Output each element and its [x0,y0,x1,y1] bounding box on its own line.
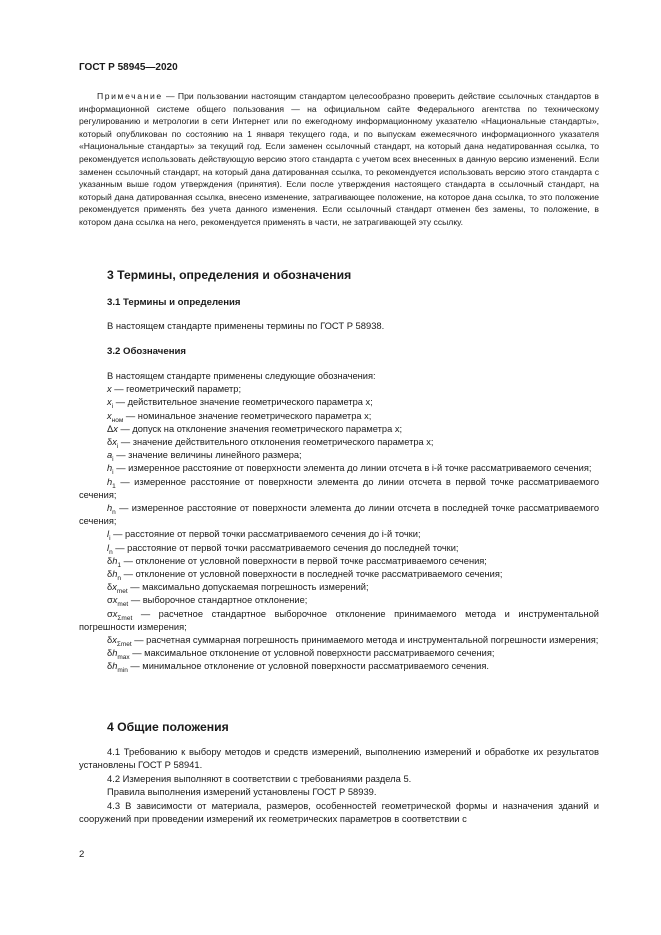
symbol-letter: x [112,582,117,593]
symbol-subscript: i [111,403,114,411]
symbol-row [79,555,599,568]
symbol-description: — выборочное стандартное отклонение; [128,595,308,606]
symbol-row [79,396,599,409]
symbol-description: — действительное значение геометрического параметра x; [113,397,373,408]
symbol-subscript: 1 [117,561,121,569]
paragraph: 4.3 В зависимости от материала, размеров, особенностей геометрической формы и назначения зданий и сооружений при проведении измерений их геометрических параметров в соответствии с [79,799,599,825]
symbol-subscript: Σmet [117,614,133,622]
symbol-row [79,647,599,660]
symbol-letter: x [112,595,118,606]
symbol-subscript: Σmet [116,640,132,648]
symbol-prefix: σ [107,608,113,619]
symbols-intro: В настоящем стандарте применены следующие обозначения: [107,371,376,381]
paragraph: 4.2 Измерения выполняют в соответствии с требованиями раздела 5. [107,772,412,784]
note-block [79,90,599,229]
symbol-prefix: δ [107,661,113,672]
symbol-letter: a [107,450,113,461]
symbol-letter: h [107,503,113,514]
symbol-subscript: min [117,667,128,675]
symbol-letter: x [107,397,112,408]
symbols-list [79,370,599,674]
symbol-letter: x [113,423,118,434]
symbol-description: — номинальное значение геометрического параметра x; [123,410,372,421]
symbol-subscript: i [109,535,111,543]
symbol-row [79,462,599,475]
symbol-description: — расчетная суммарная погрешность принимаемого метода и инструментальной погрешности измерения; [131,635,599,646]
symbol-description: — измеренное расстояние от поверхности элемента до линии отсчета в i-й точке рассматриваемого сечения; [113,463,592,474]
symbol-letter: h [112,648,118,659]
symbol-description: — расстояние от первой точки рассматриваемого сечения до последней точки; [112,542,459,553]
symbol-letter: h [112,569,118,580]
symbol-description: — значение величины линейного размера; [113,450,302,461]
symbol-letter: h [107,463,113,474]
symbol-description: — измеренное расстояние от поверхности элемента до линии отсчета в первой точке рассматриваемого сечения; [79,476,599,500]
symbol-subscript: met [117,601,129,609]
symbol-row [79,581,599,594]
subsection-3-1-text: В настоящем стандарте применены термины по ГОСТ Р 58938. [107,320,385,331]
symbol-row [79,608,599,634]
symbol-letter: x [107,410,112,421]
symbol-description: — значение действительного отклонения геометрического параметра x; [118,437,434,448]
symbol-row [79,423,599,436]
symbol-row [79,476,599,502]
symbol-row [79,383,599,396]
symbol-subscript: n [109,548,113,556]
symbol-prefix: δ [107,437,113,448]
note-label: Примечание [97,91,163,101]
paragraph: Правила выполнения измерений установлены ГОСТ Р 58939. [107,786,377,798]
symbol-description: — отклонение от условной поверхности в последней точке рассматриваемого сечения; [120,569,503,580]
symbol-letter: x [112,608,118,619]
symbol-row [79,542,599,555]
symbol-subscript: 1 [112,482,116,490]
symbol-prefix: δ [107,569,113,580]
symbol-row [79,660,599,673]
symbol-subscript: i [116,442,119,450]
symbol-row [79,528,599,541]
symbol-description: — максимальное отклонение от условной поверхности рассматриваемого сечения; [129,648,495,659]
symbol-prefix: δ [107,555,113,566]
symbol-row [79,634,599,647]
symbol-prefix: σ [107,595,113,606]
symbol-description: — максимально допускаемая погрешность измерений; [127,582,369,593]
symbol-subscript: i [112,456,114,464]
symbol-subscript: n [112,508,116,516]
symbol-description: — геометрический параметр; [111,384,242,395]
symbol-subscript: max [117,654,130,662]
section-4-body [79,745,599,825]
standard-header: ГОСТ Р 58945—2020 [79,62,178,73]
symbol-row [79,449,599,462]
symbol-row [79,436,599,449]
symbol-subscript: ном [111,416,124,424]
symbol-letter: x [112,437,117,448]
paragraph: 4.1 Требованию к выбору методов и средств измерений, выполнению измерений и обработке их результатов установлены ГОСТ Р 58941. [79,746,599,771]
section-3-title: 3 Термины, определения и обозначения [107,268,352,282]
symbol-letter: l [107,529,110,540]
symbol-prefix: δ [107,635,113,646]
symbol-letter: l [107,542,110,553]
section-4-title: 4 Общие положения [107,720,229,734]
symbol-description: — отклонение от условной поверхности в первой точке рассматриваемого сечения; [120,555,487,566]
symbol-description: — измеренное расстояние от поверхности элемента до линии отсчета в последней точке рассматриваемого сечения; [79,503,599,527]
symbol-prefix: δ [107,648,113,659]
subsection-3-2-title: 3.2 Обозначения [107,346,186,357]
symbol-letter: h [112,661,118,672]
symbol-description: — допуск на отклонение значения геометрического параметра x; [117,423,403,434]
note-text: — При пользовании настоящим стандартом целесообразно проверить действие ссылочных стандартов в информационной системе общего пользования — на официальном сайте Федерального агентства по техническому регулированию и метрологии в сети Интернет или по ежегодному информационному указателю «Национальные стандарты», который опубликован по состоянию на 1 января текущего года, и по выпускам ежемесячного информационного указателя «Национальные стандарты» за текущий год. Если заменен ссылочный стандарт, на который дана недатированная ссылка, то рекомендуется использовать действующую версию этого стандарта с учетом всех внесенных в данную версию изменений. Если заменен ссылочный стандарт, на который дана датированная ссылка, то рекомендуется использовать версию этого стандарта с указанным выше годом утверждения (принятия). Если после утверждения настоящего стандарта в ссылочный стандарт, на который дана датированная ссылка, внесено изменение, затрагивающее положение, на которое дана ссылка, то это положение рекомендуется применять без учета данного изменения. Если ссылочный стандарт отменен без замены, то положение, в котором дана ссылка на него, рекомендуется применять в части, не затрагивающей эту ссылку. [79,91,599,227]
symbol-row [79,410,599,423]
symbol-row [79,594,599,607]
symbol-prefix: Δ [107,423,114,434]
symbol-prefix: δ [107,582,113,593]
symbol-description: — минимальное отклонение от условной поверхности рассматриваемого сечения. [127,661,489,672]
symbol-row [79,502,599,528]
subsection-3-1-title: 3.1 Термины и определения [107,297,241,308]
symbol-letter: x [107,384,112,395]
symbol-description: — расчетное стандартное выборочное отклонение принимаемого метода и инструментальной погрешности измерения; [79,608,599,632]
symbol-letter: x [112,635,117,646]
symbol-description: — расстояние от первой точки рассматриваемого сечения до i-й точки; [110,529,421,540]
symbol-subscript: n [117,574,121,582]
symbol-subscript: i [112,469,114,477]
page-number: 2 [79,849,85,860]
symbol-subscript: met [116,588,128,596]
symbol-row [79,568,599,581]
symbol-letter: h [112,555,118,566]
symbol-letter: h [107,476,113,487]
